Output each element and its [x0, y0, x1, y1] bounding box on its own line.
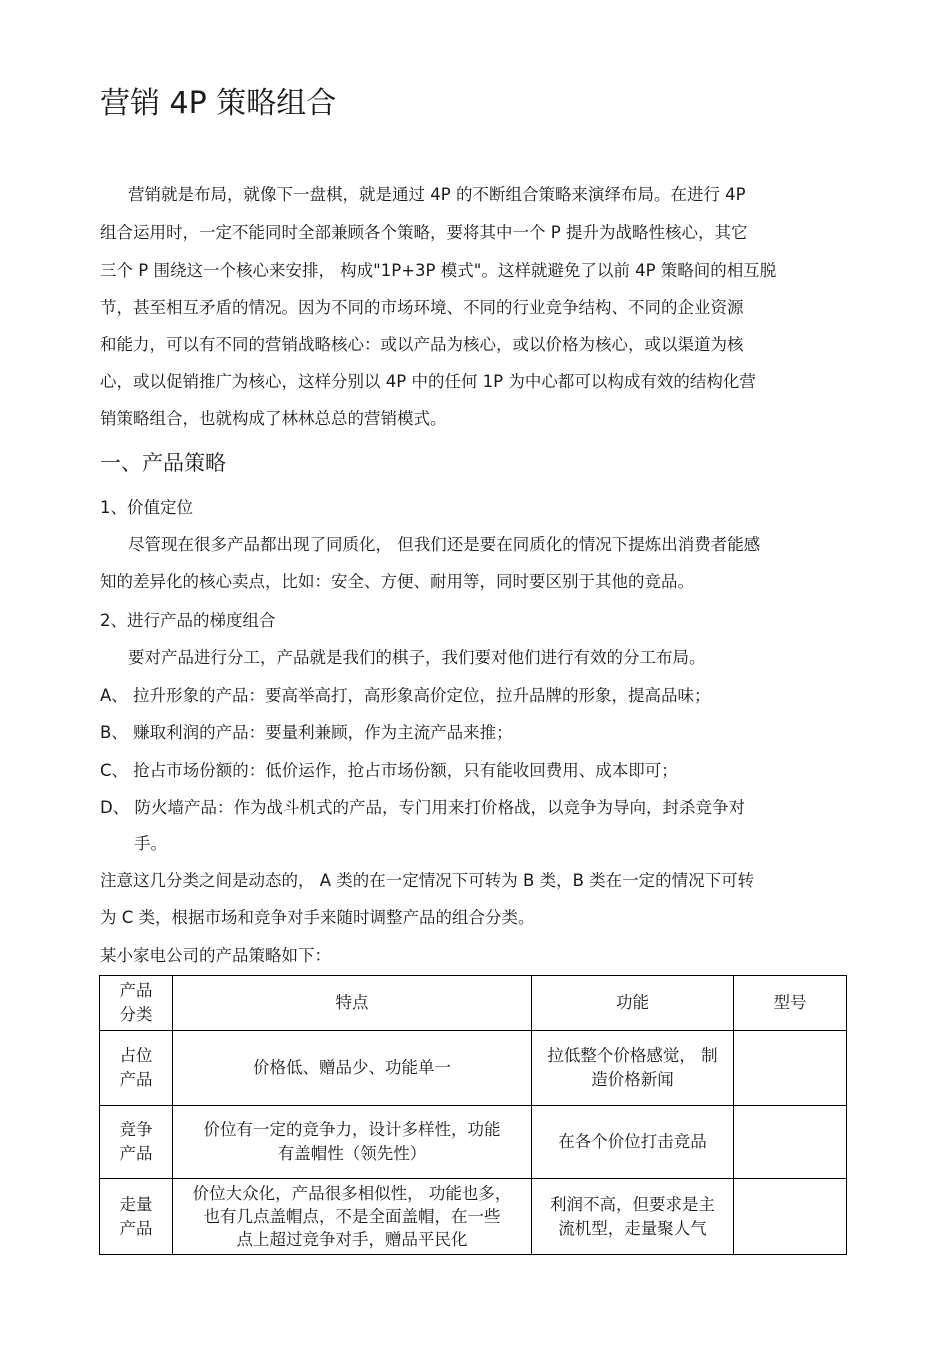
list-item-continuation: 手。 [134, 834, 167, 853]
header-cell: 型号 [734, 976, 847, 1031]
table-row [100, 1106, 847, 1179]
intro-line: 和能力，可以有不同的营销战略核心：或以产品为核心，或以价格为核心，或以渠道为核 [100, 335, 744, 354]
subsection-title: 2、进行产品的梯度组合 [100, 611, 276, 630]
intro-line: 节，甚至相互矛盾的情况。因为不同的市场环境、不同的行业竞争结构、不同的企业资源 [100, 298, 744, 317]
section-heading: 一、产品策略 [100, 451, 226, 475]
list-item: C、 抢占市场份额的：低价运作，抢占市场份额，只有能收回费用、成本即可； [100, 761, 678, 780]
table-cell: 价位有一定的竞争力，设计多样性，功能 有盖帽性（领先性） [173, 1106, 532, 1179]
intro-line: 三个 P 围绕这一个核心来安排， 构成"1P+3P 模式"。这样就避免了以前 4P 策略间的相互脱 [100, 261, 777, 280]
intro-line: 心，或以促销推广为核心，这样分别以 4P 中的任何 1P 为中心都可以构成有效的结构化营 [100, 372, 756, 391]
note-line: 为 C 类，根据市场和竞争对手来随时调整产品的组合分类。 [100, 908, 535, 927]
product-strategy-table [99, 975, 847, 1255]
list-item: D、 防火墙产品：作为战斗机式的产品，专门用来打价格战，以竞争为导向，封杀竞争对 [100, 798, 745, 817]
table-header-row [100, 976, 847, 1031]
table-cell: 价位大众化，产品很多相似性， 功能也多， 也有几点盖帽点，不是全面盖帽，在一些 点上超过竞争对手，赠品平民化 [173, 1179, 532, 1255]
table-cell: 价格低、赠品少、功能单一 [173, 1031, 532, 1106]
paragraph-line: 尽管现在很多产品都出现了同质化， 但我们还是要在同质化的情况下提炼出消费者能感 [128, 535, 761, 554]
list-item: B、 赚取利润的产品：要量利兼顾，作为主流产品来推； [100, 723, 513, 742]
header-cell: 功能 [532, 976, 734, 1031]
intro-line: 销策略组合，也就构成了林林总总的营销模式。 [100, 409, 447, 428]
document-title: 营销 4P 策略组合 [100, 86, 337, 121]
header-cell: 产品 分类 [100, 976, 173, 1031]
subsection-title: 1、价值定位 [100, 498, 193, 517]
header-cell: 特点 [173, 976, 532, 1031]
note-line: 注意这几分类之间是动态的， A 类的在一定情况下可转为 B 类，B 类在一定的情况下可转 [100, 871, 755, 890]
table-cell [734, 1031, 847, 1106]
table-cell: 占位 产品 [100, 1031, 173, 1106]
table-cell [734, 1106, 847, 1179]
table-cell: 在各个价位打击竞品 [532, 1106, 734, 1179]
table-cell: 走量 产品 [100, 1179, 173, 1255]
list-item: A、 拉升形象的产品：要高举高打，高形象高价定位，拉升品牌的形象，提高品味； [100, 686, 711, 705]
table-cell: 利润不高，但要求是主 流机型，走量聚人气 [532, 1179, 734, 1255]
table-row [100, 1179, 847, 1255]
intro-line: 营销就是布局，就像下一盘棋，就是通过 4P 的不断组合策略来演绎布局。在进行 4P [128, 185, 746, 204]
table-cell [734, 1179, 847, 1255]
table-caption: 某小家电公司的产品策略如下： [100, 946, 331, 965]
table-cell: 竞争 产品 [100, 1106, 173, 1179]
table-row [100, 1031, 847, 1106]
paragraph-line: 知的差异化的核心卖点，比如：安全、方便、耐用等，同时要区别于其他的竞品。 [100, 572, 694, 591]
paragraph-line: 要对产品进行分工，产品就是我们的棋子，我们要对他们进行有效的分工布局。 [128, 648, 706, 667]
table-cell: 拉低整个价格感觉， 制 造价格新闻 [532, 1031, 734, 1106]
intro-line: 组合运用时，一定不能同时全部兼顾各个策略，要将其中一个 P 提升为战略性核心，其它 [100, 223, 748, 242]
